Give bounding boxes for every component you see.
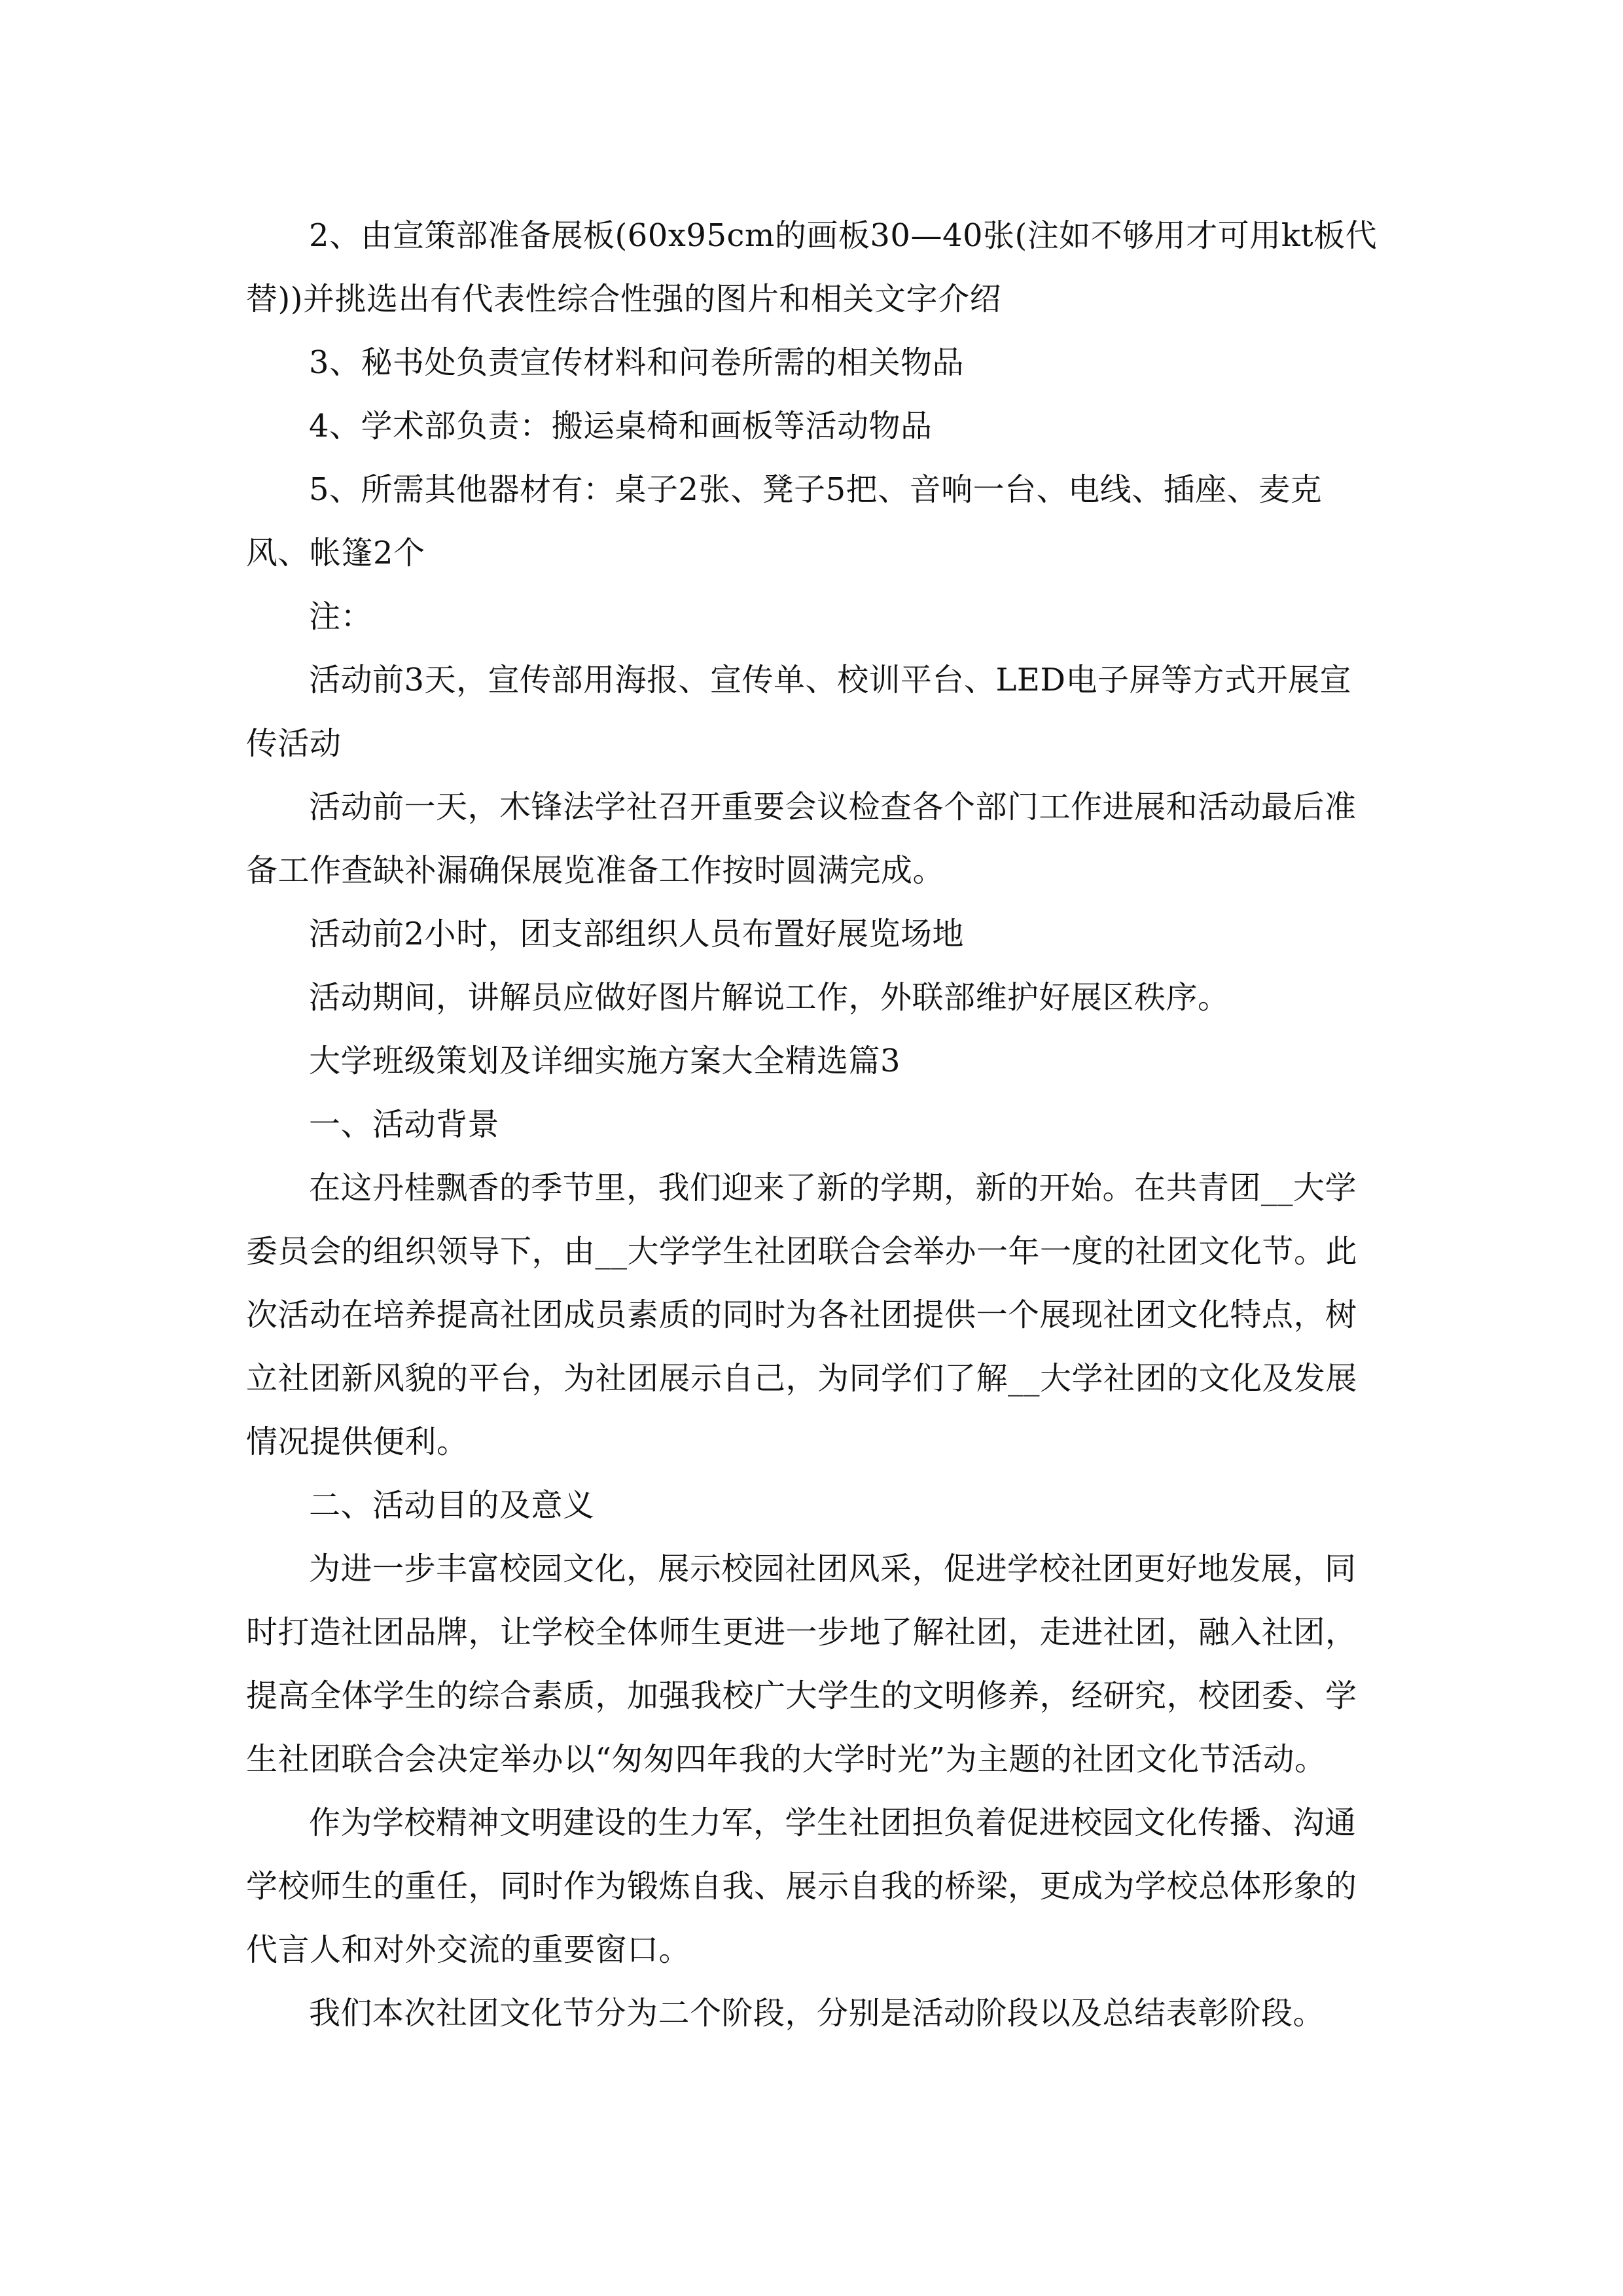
heading-purpose-significance: 二、活动目的及意义 — [309, 1487, 595, 1524]
paragraph-2-hours-before: 活动前2小时，团支部组织人员布置好展览场地 — [309, 916, 965, 952]
paragraph-note-label: 注： — [309, 598, 373, 635]
paragraph-item-5-equipment: 5、所需其他器材有：桌子2张、凳子5把、音响一台、电线、插座、麦克风、帐篷2个 — [246, 471, 1323, 571]
paragraph-item-2-display-boards: 2、由宣策部准备展板(60x95cm的画板30—40张(注如不够用才可用kt板代替))并挑选出有代表性综合性强的图片和相关文字介绍 — [246, 217, 1378, 317]
paragraph-3-days-before: 活动前3天，宣传部用海报、宣传单、校训平台、LED电子屏等方式开展宣传活动 — [246, 662, 1351, 762]
paragraph-during-activity: 活动期间，讲解员应做好图片解说工作，外联部维护好展区秩序。 — [309, 979, 1230, 1016]
document-body — [246, 204, 1378, 2045]
paragraph-item-3-secretariat: 3、秘书处负责宣传材料和问卷所需的相关物品 — [309, 344, 965, 381]
paragraph-two-stages: 我们本次社团文化节分为二个阶段，分别是活动阶段以及总结表彰阶段。 — [309, 1995, 1325, 2032]
paragraph-background: 在这丹桂飘香的季节里，我们迎来了新的学期，新的开始。在共青团__大学委员会的组织领导下，由__大学学生社团联合会举办一年一度的社团文化节。此次活动在培养提高社团成员素质的同时为各社团提供一个展现社团文化特点，树立社团新风貌的平台，为社团展示自己，为同学们了解__大学社团的文化及发展情况提供便利。 — [246, 1170, 1358, 1460]
paragraph-item-4-academic-dept: 4、学术部负责：搬运桌椅和画板等活动物品 — [309, 408, 933, 444]
section-title-part-3: 大学班级策划及详细实施方案大全精选篇3 — [309, 1043, 901, 1079]
paragraph-1-day-before: 活动前一天，木锋法学社召开重要会议检查各个部门工作进展和活动最后准备工作查缺补漏确保展览准备工作按时圆满完成。 — [246, 789, 1357, 889]
paragraph-purpose: 为进一步丰富校园文化，展示校园社团风采，促进学校社团更好地发展，同时打造社团品牌，让学校全体师生更进一步地了解社团，走进社团，融入社团，提高全体学生的综合素质，加强我校广大学生的文明修养，经研究，校团委、学生社团联合会决定举办以“匆匆四年我的大学时光”为主题的社团文化节活动。 — [246, 1551, 1357, 1778]
paragraph-student-clubs-role: 作为学校精神文明建设的生力军，学生社团担负着促进校园文化传播、沟通学校师生的重任，同时作为锻炼自我、展示自我的桥梁，更成为学校总体形象的代言人和对外交流的重要窗口。 — [246, 1804, 1357, 1968]
heading-activity-background: 一、活动背景 — [309, 1106, 500, 1143]
